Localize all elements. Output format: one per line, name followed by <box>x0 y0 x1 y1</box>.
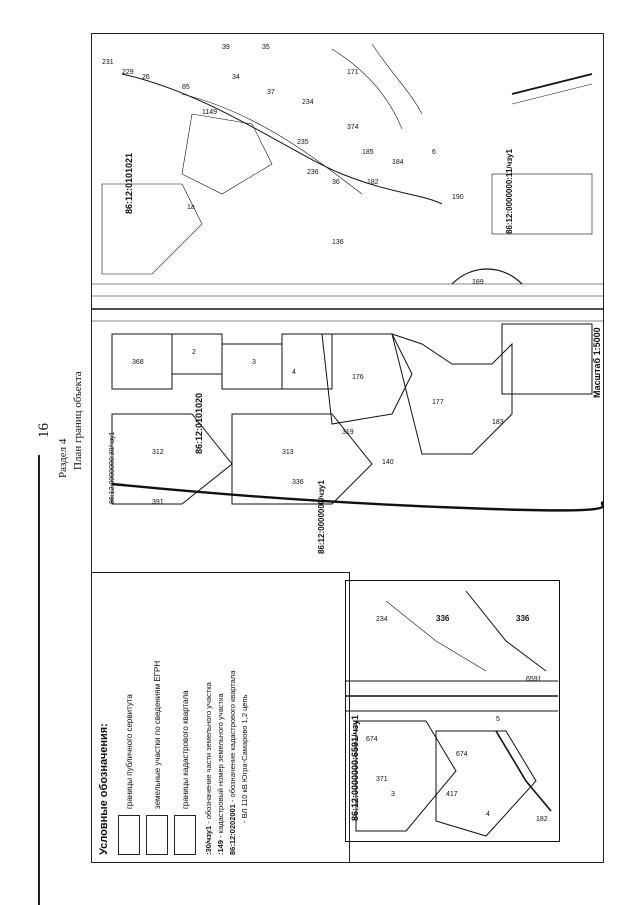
legend-title: Условные обозначения: <box>98 723 110 855</box>
parcel-label: 312 <box>152 449 164 456</box>
part-label: 86:12:0000000:30/чзу1 <box>109 431 116 504</box>
inset-parcel-label: 5 <box>496 716 500 723</box>
parcel-label: 231 <box>102 59 114 66</box>
inset-parcel-label: 182 <box>536 816 548 823</box>
legend-content <box>92 573 350 863</box>
inset-parcel-label: 336 <box>436 614 450 623</box>
parcel-label: 36 <box>332 179 340 186</box>
part-label: 86:12:0000000/чзу1 <box>317 480 326 554</box>
parcel-label: 236 <box>307 169 319 176</box>
parcel-label: 85 <box>182 84 190 91</box>
page-number: 16 <box>36 423 52 438</box>
parcel-label: 1a <box>187 204 195 211</box>
section-title: Раздел 4 <box>57 438 69 478</box>
parcel-label: 319 <box>342 429 354 436</box>
legend-note <box>204 682 213 855</box>
parcel-label: 190 <box>452 194 464 201</box>
parcel-label: 176 <box>352 374 364 381</box>
legend-item <box>174 690 196 855</box>
parcel-label: 184 <box>392 159 404 166</box>
legend <box>92 572 350 862</box>
margin-rule <box>38 455 40 905</box>
inset-parcel-label: 6591 <box>526 676 542 683</box>
legend-note <box>216 693 225 855</box>
parcel-label: 26 <box>142 74 150 81</box>
parcel-label: 34 <box>232 74 240 81</box>
legend-note-text: - обозначение кадастрового квартала <box>228 670 237 805</box>
parcel-label: 136 <box>332 239 344 246</box>
legend-note-text: - обозначение части земельного участка <box>204 682 213 826</box>
quarter-label: 86:12:0101021 <box>124 152 134 214</box>
parcel-label: 6 <box>432 149 436 156</box>
parcel-label: 368 <box>132 359 144 366</box>
inset-parcel-label: 3 <box>391 791 395 798</box>
legend-item-label: границы публичного сервитута <box>124 694 134 809</box>
parcel-label: 3 <box>252 359 256 366</box>
legend-swatch <box>146 815 168 855</box>
road-line <box>122 74 442 204</box>
legend-swatch <box>174 815 196 855</box>
legend-item-label: земельные участки по сведениям ЕГРН <box>152 660 162 809</box>
inset-parcel-label: 234 <box>376 616 388 623</box>
legend-note <box>228 671 237 855</box>
inset-parcel-label: 674 <box>456 751 468 758</box>
parcel-label: 171 <box>347 69 359 76</box>
inset-drawing <box>346 581 558 840</box>
main-map <box>92 34 604 572</box>
inset-part-label: 86:12:0000000:6591/чзу1 <box>350 714 360 821</box>
parcel-label: 235 <box>297 139 309 146</box>
legend-swatch <box>118 815 140 855</box>
quarter-label: 86:12:0101020 <box>194 392 204 454</box>
legend-note-text: - ВЛ 110 кВ Югра-Самарово 1,2 цепь <box>240 694 249 823</box>
legend-item <box>146 661 168 855</box>
parcel-label: 189 <box>472 279 484 286</box>
legend-note-code: :149 <box>216 839 225 855</box>
parcel-label: 185 <box>362 149 374 156</box>
parcel-label: 177 <box>432 399 444 406</box>
legend-note-text: - кадастровый номер земельного участка <box>216 693 225 840</box>
legend-note-code: :30/чзу1 <box>204 825 213 855</box>
inset-parcel-label: 417 <box>446 791 458 798</box>
inset-parcel-label: 674 <box>366 736 378 743</box>
parcel-label: 183 <box>492 419 504 426</box>
parcel-label: 234 <box>302 99 314 106</box>
parcel-label: 39 <box>222 44 230 51</box>
part-label: 86:12:0000000:11/чзу1 <box>505 149 514 234</box>
legend-note <box>240 695 249 823</box>
legend-item <box>118 694 140 855</box>
parcel-label: 336 <box>292 479 304 486</box>
parcel-label: 182 <box>367 179 379 186</box>
inset-parcel-label: 4 <box>486 811 490 818</box>
legend-note-code: 86:12:0202001 <box>228 804 237 855</box>
parcel-label: 35 <box>262 44 270 51</box>
parcel-label: 1149 <box>202 109 218 116</box>
parcel-label: 229 <box>122 69 134 76</box>
parcel-label: 2 <box>192 349 196 356</box>
inset-parcel-label: 336 <box>516 614 530 623</box>
legend-item-label: границы кадастрового квартала <box>180 690 190 809</box>
parcel-label: 4 <box>292 369 296 376</box>
parcel-label: 37 <box>267 89 275 96</box>
parcel-label: 391 <box>152 499 164 506</box>
inset-parcel-label: 371 <box>376 776 388 783</box>
parcel-label: 374 <box>347 124 359 131</box>
parcel-label: 140 <box>382 459 394 466</box>
inset-map <box>345 580 560 842</box>
plan-title: План границ объекта <box>72 371 84 470</box>
parcel-label: 313 <box>282 449 294 456</box>
map-scale: Масштаб 1:5000 <box>592 327 602 398</box>
